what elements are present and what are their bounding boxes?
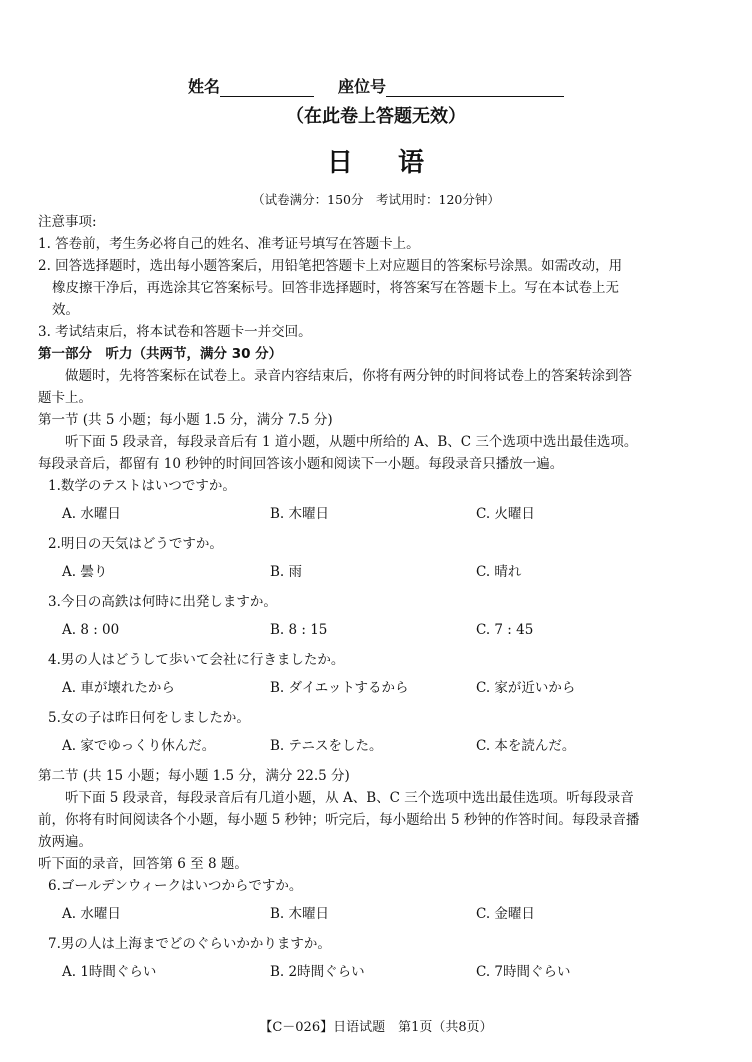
- name-label: 姓名: [187, 77, 220, 96]
- notice-item-2-line-2: 橡皮擦干净后，再选涂其它答案标号。回答非选择题时，将答案写在答题卡上。写在本试卷上无: [52, 280, 619, 296]
- section2-heading: 第二节 (共 15 小题；每小题 1.5 分，满分 22.5 分): [38, 768, 350, 784]
- notice-item-1: 1. 答卷前，考生务必将自己的姓名、准考证号填写在答题卡上。: [38, 236, 420, 252]
- question-5-options: [38, 735, 718, 759]
- option-b: B. 8 : 15: [270, 622, 328, 638]
- option-c: C. 火曜日: [476, 506, 535, 522]
- part1-intro-line-1: 做题时，先将答案标在试卷上。录音内容结束后，你将有两分钟的时间将试卷上的答案转涂到答: [65, 368, 632, 384]
- option-c: C. 7時間ぐらい: [476, 964, 571, 980]
- part1-intro-line-2: 题卡上。: [38, 390, 92, 406]
- exam-info: （试卷满分：150分 考试用时：120分钟）: [252, 192, 500, 207]
- question-4-stem: 4.男の人はどうして歩いて会社に行きましたか。: [48, 652, 345, 668]
- option-b: B. 木曜日: [270, 906, 330, 922]
- notice-heading: 注意事项:: [38, 214, 97, 230]
- question-7-stem: 7.男の人は上海までどのぐらいかかりますか。: [48, 936, 331, 952]
- question-5-stem: 5.女の子は昨日何をしましたか。: [48, 710, 250, 726]
- question-6-options: [38, 903, 718, 927]
- option-c: C. 金曜日: [476, 906, 535, 922]
- question-6-stem: 6.ゴールデンウィークはいつからですか。: [48, 878, 303, 894]
- section1-instr-line-2: 每段录音后，都留有 10 秒钟的时间回答该小题和阅读下一小题。每段录音只播放一遍。: [38, 456, 564, 472]
- option-a: A. 曇り: [62, 564, 108, 580]
- section2-instr-line-3: 放两遍。: [38, 834, 92, 850]
- page-title: [0, 142, 752, 179]
- option-c: C. 7 : 45: [476, 622, 534, 638]
- candidate-info: [0, 74, 752, 97]
- section1-heading: 第一节 (共 5 小题；每小题 1.5 分，满分 7.5 分): [38, 412, 333, 428]
- exam-body: [38, 211, 718, 991]
- section2-group-intro: 听下面的录音，回答第 6 至 8 题。: [38, 856, 248, 872]
- option-c: C. 家が近いから: [476, 680, 576, 696]
- seat-label: 座位号: [338, 77, 387, 96]
- question-1-stem: 1.数学のテストはいつですか。: [48, 478, 236, 494]
- option-c: C. 晴れ: [476, 564, 522, 580]
- notice-item-2-line-3: 效。: [52, 302, 79, 318]
- option-c: C. 本を読んだ。: [476, 738, 576, 754]
- option-a: A. 8 : 00: [62, 622, 120, 638]
- option-b: B. 木曜日: [270, 506, 330, 522]
- invalid-note: （在此卷上答题无效）: [286, 106, 466, 127]
- name-blank: [220, 80, 314, 97]
- section2-instr-line-2: 前，你将有时间阅读各个小题，每小题 5 秒钟；听完后，每小题给出 5 秒钟的作答时间。每段录音播: [38, 812, 640, 828]
- section2-instr-line-1: 听下面 5 段录音，每段录音后有几道小题，从 A、B、C 三个选项中选出最佳选项。听每段录音: [65, 790, 634, 806]
- question-4-options: [38, 677, 718, 701]
- notice-item-3: 3. 考试结束后，将本试卷和答题卡一并交回。: [38, 324, 312, 340]
- option-b: B. 2時間ぐらい: [270, 964, 365, 980]
- question-2-options: [38, 561, 718, 585]
- question-7-options: [38, 961, 718, 985]
- title-char-1: 日: [326, 148, 354, 178]
- option-a: A. 1時間ぐらい: [62, 964, 157, 980]
- question-2-stem: 2.明日の天気はどうですか。: [48, 536, 223, 552]
- option-a: A. 家でゆっくり休んだ。: [62, 738, 216, 754]
- question-3-stem: 3.今日の高鉄は何時に出発しますか。: [48, 594, 277, 610]
- question-1-options: [38, 503, 718, 527]
- seat-blank: [386, 80, 564, 97]
- option-b: B. テニスをした。: [270, 738, 383, 754]
- page-footer: 【C－026】日语试题 第1页（共8页）: [259, 1020, 493, 1035]
- title-char-2: 语: [398, 148, 426, 178]
- option-b: B. ダイエットするから: [270, 680, 409, 696]
- option-b: B. 雨: [270, 564, 303, 580]
- option-a: A. 水曜日: [62, 506, 121, 522]
- notice-item-2-line-1: 2. 回答选择题时，选出每小题答案后，用铅笔把答题卡上对应题目的答案标号涂黑。如需改动，用: [38, 258, 623, 274]
- section1-instr-line-1: 听下面 5 段录音，每段录音后有 1 道小题，从题中所给的 A、B、C 三个选项中选出最佳选项。: [65, 434, 638, 450]
- option-a: A. 水曜日: [62, 906, 121, 922]
- part1-heading: 第一部分 听力（共两节，满分 30 分）: [38, 346, 283, 362]
- option-a: A. 車が壊れたから: [62, 680, 175, 696]
- question-3-options: [38, 619, 718, 643]
